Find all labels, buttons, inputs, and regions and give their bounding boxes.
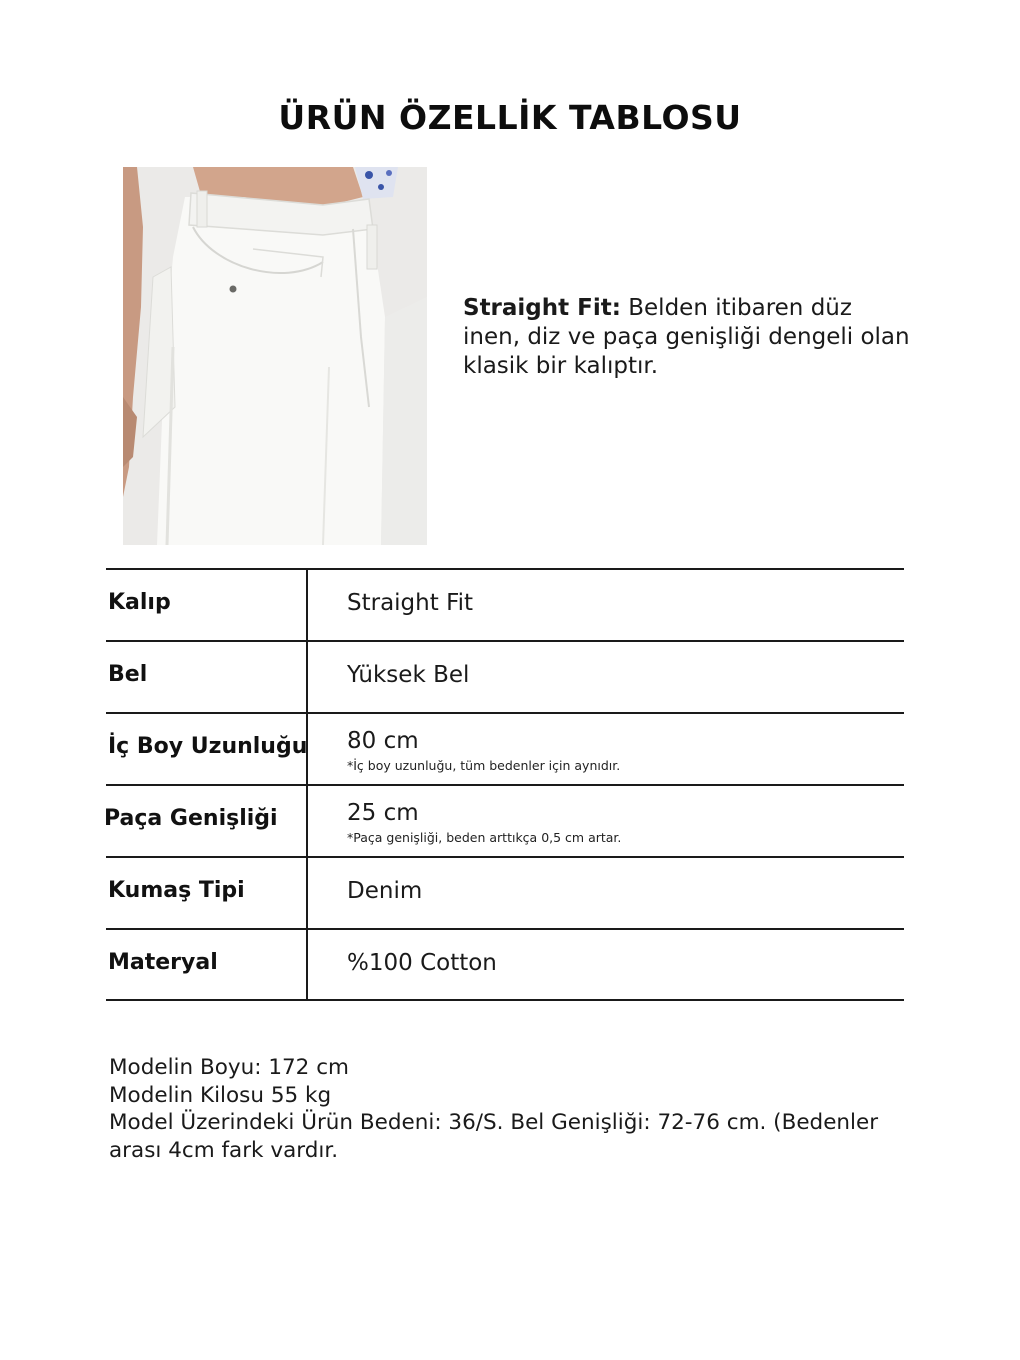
page-title: ÜRÜN ÖZELLİK TABLOSU — [278, 98, 742, 137]
spec-value: 25 cm — [347, 800, 419, 826]
spec-label: Materyal — [108, 950, 218, 975]
spec-row-materyal — [106, 928, 904, 1001]
column-divider — [306, 930, 308, 999]
spec-row-paca — [106, 784, 904, 856]
spec-value: Yüksek Bel — [347, 662, 470, 688]
spec-row-bel — [106, 640, 904, 712]
spec-value: Denim — [347, 878, 423, 904]
spec-table — [106, 568, 904, 1001]
spec-row-ic-boy — [106, 712, 904, 784]
product-photo — [123, 167, 427, 545]
column-divider — [306, 714, 308, 784]
fit-description-text: Belden itibaren düz inen, diz ve paça genişliği dengeli olan klasik bir kalıptır. — [463, 295, 910, 379]
column-divider — [306, 570, 308, 640]
spec-value: Straight Fit — [347, 590, 474, 616]
model-size: Model Üzerindeki Ürün Bedeni: 36/S. Bel Genişliği: 72-76 cm. (Bedenler arası 4cm fark vardır. — [109, 1110, 885, 1163]
spec-label: İç Boy Uzunluğu — [108, 734, 308, 759]
spec-note: *Paça genişliği, beden arttıkça 0,5 cm artar. — [347, 830, 622, 845]
column-divider — [306, 786, 308, 856]
fit-name: Straight Fit: — [463, 295, 621, 321]
model-height: Modelin Boyu: 172 cm — [109, 1055, 349, 1080]
column-divider — [306, 858, 308, 928]
spec-value: %100 Cotton — [347, 950, 497, 976]
spec-label: Paça Genişliği — [104, 806, 278, 831]
spec-label: Kumaş Tipi — [108, 878, 245, 903]
spec-label: Bel — [108, 662, 148, 687]
spec-note: *İç boy uzunluğu, tüm bedenler için aynıdır. — [347, 758, 621, 773]
spec-row-kalip — [106, 568, 904, 640]
model-info — [109, 1054, 909, 1164]
fit-description — [463, 294, 913, 381]
spec-value: 80 cm — [347, 728, 419, 754]
spec-row-kumas — [106, 856, 904, 928]
model-weight: Modelin Kilosu 55 kg — [109, 1082, 332, 1108]
white-jeans-illustration — [123, 167, 427, 545]
spec-label: Kalıp — [108, 590, 171, 615]
column-divider — [306, 642, 308, 712]
